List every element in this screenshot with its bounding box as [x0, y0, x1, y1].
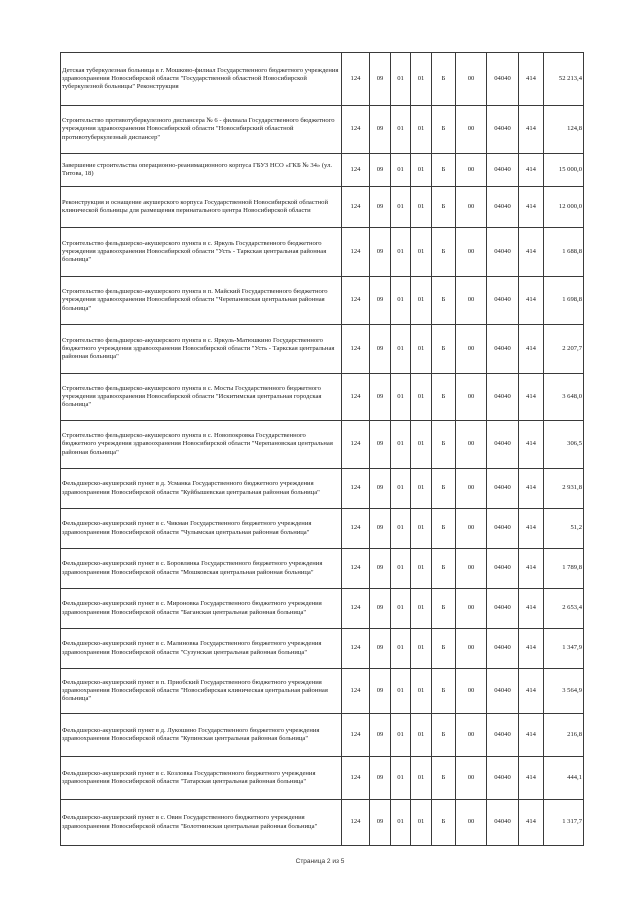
expense-type-code: 414 [519, 106, 544, 154]
amount: 12 000,0 [544, 187, 584, 228]
subsection-code: 01 [391, 277, 411, 325]
ministry-code: 124 [342, 629, 370, 669]
subsection-code: 01 [391, 629, 411, 669]
subsection-code: 01 [391, 509, 411, 549]
program-code: 01 [411, 549, 432, 589]
subprogram-code: Б [432, 325, 456, 374]
direction-code: 04040 [487, 714, 519, 757]
expense-type-code: 414 [519, 669, 544, 714]
table-row [61, 629, 584, 669]
ministry-code: 124 [342, 228, 370, 277]
amount: 15 000,0 [544, 154, 584, 187]
ministry-code: 124 [342, 374, 370, 421]
expense-type-code: 414 [519, 154, 544, 187]
subsection-code: 01 [391, 325, 411, 374]
amount: 2 653,4 [544, 589, 584, 629]
ministry-code: 124 [342, 549, 370, 589]
ministry-code: 124 [342, 469, 370, 509]
expense-type-code: 414 [519, 629, 544, 669]
object-name: Фельдшерско-акушерский пункт в с. Малиновка Государственного бюджетного учреждения здравоохранения Новосибирской области "Сузунская центральная районная больница" [61, 629, 342, 669]
subprogram-code: Б [432, 106, 456, 154]
program-code: 01 [411, 277, 432, 325]
subsection-code: 01 [391, 421, 411, 469]
program-code: 01 [411, 228, 432, 277]
ministry-code: 124 [342, 53, 370, 106]
section-code: 09 [370, 469, 391, 509]
table-row [61, 187, 584, 228]
ministry-code: 124 [342, 800, 370, 846]
section-code: 09 [370, 549, 391, 589]
direction-code: 04040 [487, 277, 519, 325]
direction-code: 04040 [487, 325, 519, 374]
section-code: 09 [370, 421, 391, 469]
table-row [61, 277, 584, 325]
subsection-code: 01 [391, 53, 411, 106]
direction-code: 04040 [487, 589, 519, 629]
expense-type-code: 414 [519, 228, 544, 277]
program-code: 01 [411, 509, 432, 549]
direction-code: 04040 [487, 421, 519, 469]
program-code: 01 [411, 629, 432, 669]
expense-type-code: 414 [519, 421, 544, 469]
section-code: 09 [370, 629, 391, 669]
expense-type-code: 414 [519, 800, 544, 846]
object-name: Строительство фельдшерско-акушерского пункта в с. Яркуль Государственного бюджетного учреждения здравоохранения Новосибирской области "Усть - Таркская центральная районная больница" [61, 228, 342, 277]
event-code: 00 [456, 374, 487, 421]
ministry-code: 124 [342, 757, 370, 800]
program-code: 01 [411, 154, 432, 187]
subsection-code: 01 [391, 669, 411, 714]
object-name: Фельдшерско-акушерский пункт в с. Мироновка Государственного бюджетного учреждения здравоохранения Новосибирской области "Баганская центральная районная больница" [61, 589, 342, 629]
event-code: 00 [456, 325, 487, 374]
section-code: 09 [370, 154, 391, 187]
subsection-code: 01 [391, 187, 411, 228]
ministry-code: 124 [342, 669, 370, 714]
object-name: Фельдшерско-акушерский пункт в п. Приобский Государственного бюджетного учреждения здравоохранения Новосибирской области "Новосибирская клиническая центральная районная больница" [61, 669, 342, 714]
section-code: 09 [370, 669, 391, 714]
object-name: Фельдшерско-акушерский пункт в д. Лукошино Государственного бюджетного учреждения здравоохранения Новосибирской области "Купинская центральная районная больница" [61, 714, 342, 757]
event-code: 00 [456, 187, 487, 228]
subsection-code: 01 [391, 469, 411, 509]
program-code: 01 [411, 800, 432, 846]
subprogram-code: Б [432, 589, 456, 629]
ministry-code: 124 [342, 277, 370, 325]
table-row [61, 757, 584, 800]
object-name: Строительство фельдшерско-акушерского пункта в п. Майский Государственного бюджетного учреждения здравоохранения Новосибирской области "Черепановская центральная районная больница" [61, 277, 342, 325]
subprogram-code: Б [432, 228, 456, 277]
ministry-code: 124 [342, 714, 370, 757]
direction-code: 04040 [487, 800, 519, 846]
subprogram-code: Б [432, 800, 456, 846]
subsection-code: 01 [391, 714, 411, 757]
event-code: 00 [456, 469, 487, 509]
section-code: 09 [370, 187, 391, 228]
table-row [61, 669, 584, 714]
subprogram-code: Б [432, 277, 456, 325]
amount: 1 698,8 [544, 277, 584, 325]
section-code: 09 [370, 53, 391, 106]
ministry-code: 124 [342, 421, 370, 469]
object-name: Фельдшерско-акушерский пункт в д. Усманка Государственного бюджетного учреждения здравоохранения Новосибирской области "Куйбышевская центральная районная больница" [61, 469, 342, 509]
event-code: 00 [456, 277, 487, 325]
object-name: Строительство фельдшерско-акушерского пункта в с. Новопокровка Государственного бюджетного учреждения здравоохранения Новосибирской области "Черепановская центральная районная больница" [61, 421, 342, 469]
section-code: 09 [370, 106, 391, 154]
ministry-code: 124 [342, 589, 370, 629]
direction-code: 04040 [487, 549, 519, 589]
event-code: 00 [456, 53, 487, 106]
object-name: Завершение строительства операционно-реанимационного корпуса ГБУЗ НСО «ГКБ № 34» (ул. Титова, 18) [61, 154, 342, 187]
event-code: 00 [456, 106, 487, 154]
subprogram-code: Б [432, 549, 456, 589]
expense-type-code: 414 [519, 714, 544, 757]
object-name: Реконструкция и оснащение акушерского корпуса Государственной Новосибирской областной клинической больницы для размещения перинатального центра Новосибирской области [61, 187, 342, 228]
object-name: Фельдшерско-акушерский пункт в с. Боровлянка Государственного бюджетного учреждения здравоохранения Новосибирской области "Мошковская центральная районная больница" [61, 549, 342, 589]
direction-code: 04040 [487, 154, 519, 187]
direction-code: 04040 [487, 469, 519, 509]
direction-code: 04040 [487, 374, 519, 421]
object-name: Фельдшерско-акушерский пункт в с. Козловка Государственного бюджетного учреждения здравоохранения Новосибирской области "Татарская центральная районная больница" [61, 757, 342, 800]
subprogram-code: Б [432, 374, 456, 421]
program-code: 01 [411, 106, 432, 154]
expense-type-code: 414 [519, 757, 544, 800]
subprogram-code: Б [432, 154, 456, 187]
event-code: 00 [456, 154, 487, 187]
amount: 444,1 [544, 757, 584, 800]
object-name: Фельдшерско-акушерский пункт в с. Чикман Государственного бюджетного учреждения здравоохранения Новосибирской области "Чулымская центральная районная больница" [61, 509, 342, 549]
table-row [61, 374, 584, 421]
object-name: Детская туберкулезная больница в г. Мошково-филиал Государственного бюджетного учреждения здравоохранения Новосибирской области "Государственной областной Новосибирской туберкулезной больницы" Реконструкция [61, 53, 342, 106]
subprogram-code: Б [432, 629, 456, 669]
table-row [61, 53, 584, 106]
section-code: 09 [370, 509, 391, 549]
subsection-code: 01 [391, 757, 411, 800]
direction-code: 04040 [487, 228, 519, 277]
ministry-code: 124 [342, 509, 370, 549]
event-code: 00 [456, 669, 487, 714]
expense-type-code: 414 [519, 549, 544, 589]
section-code: 09 [370, 714, 391, 757]
subsection-code: 01 [391, 589, 411, 629]
table-row [61, 549, 584, 589]
subsection-code: 01 [391, 549, 411, 589]
expense-type-code: 414 [519, 187, 544, 228]
program-code: 01 [411, 374, 432, 421]
subprogram-code: Б [432, 187, 456, 228]
table-row [61, 325, 584, 374]
amount: 2 207,7 [544, 325, 584, 374]
subprogram-code: Б [432, 757, 456, 800]
program-code: 01 [411, 469, 432, 509]
event-code: 00 [456, 629, 487, 669]
direction-code: 04040 [487, 509, 519, 549]
object-name: Строительство фельдшерско-акушерского пункта в с. Мосты Государственного бюджетного учреждения здравоохранения Новосибирской области "Искитимская центральная городская больница" [61, 374, 342, 421]
amount: 52 213,4 [544, 53, 584, 106]
table-row [61, 589, 584, 629]
amount: 2 931,8 [544, 469, 584, 509]
amount: 51,2 [544, 509, 584, 549]
direction-code: 04040 [487, 53, 519, 106]
ministry-code: 124 [342, 325, 370, 374]
amount: 1 347,9 [544, 629, 584, 669]
program-code: 01 [411, 187, 432, 228]
amount: 3 648,0 [544, 374, 584, 421]
table-row [61, 714, 584, 757]
direction-code: 04040 [487, 629, 519, 669]
ministry-code: 124 [342, 187, 370, 228]
table-row [61, 800, 584, 846]
page-number: Страница 2 из 5 [295, 858, 345, 865]
section-code: 09 [370, 757, 391, 800]
subsection-code: 01 [391, 228, 411, 277]
expense-type-code: 414 [519, 325, 544, 374]
subprogram-code: Б [432, 669, 456, 714]
table-row [61, 106, 584, 154]
amount: 306,5 [544, 421, 584, 469]
direction-code: 04040 [487, 187, 519, 228]
subsection-code: 01 [391, 800, 411, 846]
section-code: 09 [370, 374, 391, 421]
direction-code: 04040 [487, 757, 519, 800]
subprogram-code: Б [432, 714, 456, 757]
amount: 1 688,8 [544, 228, 584, 277]
ministry-code: 124 [342, 106, 370, 154]
expense-type-code: 414 [519, 469, 544, 509]
subprogram-code: Б [432, 469, 456, 509]
direction-code: 04040 [487, 106, 519, 154]
event-code: 00 [456, 509, 487, 549]
expense-type-code: 414 [519, 53, 544, 106]
amount: 216,8 [544, 714, 584, 757]
expense-type-code: 414 [519, 509, 544, 549]
program-code: 01 [411, 669, 432, 714]
amount: 124,8 [544, 106, 584, 154]
object-name: Строительство противотуберкулезного диспансера № 6 - филиала Государственного бюджетного учреждения здравоохранения Новосибирской области "Новосибирский областной противотуберкулезный диспансер" [61, 106, 342, 154]
section-code: 09 [370, 589, 391, 629]
table-row [61, 469, 584, 509]
event-code: 00 [456, 228, 487, 277]
subprogram-code: Б [432, 421, 456, 469]
expense-type-code: 414 [519, 589, 544, 629]
event-code: 00 [456, 589, 487, 629]
event-code: 00 [456, 800, 487, 846]
subsection-code: 01 [391, 106, 411, 154]
expense-type-code: 414 [519, 277, 544, 325]
subprogram-code: Б [432, 53, 456, 106]
table-row [61, 421, 584, 469]
table-row [61, 509, 584, 549]
amount: 1 789,8 [544, 549, 584, 589]
section-code: 09 [370, 325, 391, 374]
object-name: Фельдшерско-акушерский пункт в с. Овин Государственного бюджетного учреждения здравоохранения Новосибирской области "Болотнинская центральная районная больница" [61, 800, 342, 846]
program-code: 01 [411, 421, 432, 469]
amount: 1 317,7 [544, 800, 584, 846]
subprogram-code: Б [432, 509, 456, 549]
program-code: 01 [411, 589, 432, 629]
expense-type-code: 414 [519, 374, 544, 421]
event-code: 00 [456, 549, 487, 589]
ministry-code: 124 [342, 154, 370, 187]
object-name: Строительство фельдшерско-акушерского пункта в с. Яркуль-Матюшкино Государственного бюджетного учреждения здравоохранения Новосибирской области "Усть - Таркская центральная районная больница" [61, 325, 342, 374]
subsection-code: 01 [391, 154, 411, 187]
program-code: 01 [411, 714, 432, 757]
section-code: 09 [370, 277, 391, 325]
program-code: 01 [411, 53, 432, 106]
budget-table [60, 52, 584, 846]
program-code: 01 [411, 325, 432, 374]
table-row [61, 154, 584, 187]
event-code: 00 [456, 421, 487, 469]
subsection-code: 01 [391, 374, 411, 421]
direction-code: 04040 [487, 669, 519, 714]
section-code: 09 [370, 800, 391, 846]
section-code: 09 [370, 228, 391, 277]
program-code: 01 [411, 757, 432, 800]
amount: 3 564,9 [544, 669, 584, 714]
table-body [61, 53, 584, 846]
event-code: 00 [456, 757, 487, 800]
table-row [61, 228, 584, 277]
event-code: 00 [456, 714, 487, 757]
